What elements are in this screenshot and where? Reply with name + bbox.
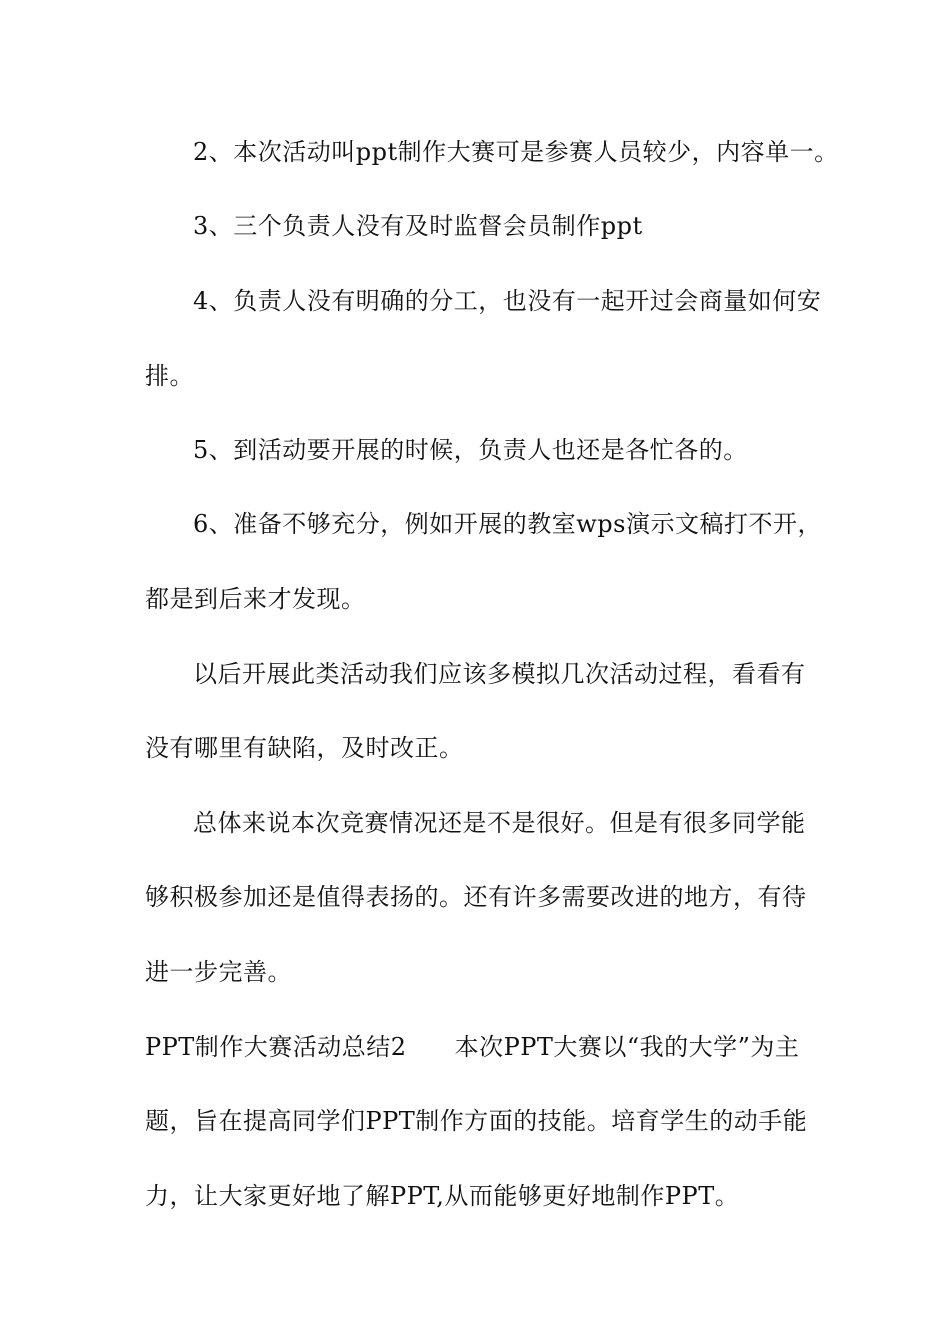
paragraph-line: 4、负责人没有明确的分工，也没有一起开过会商量如何安 <box>193 287 822 315</box>
paragraph-line: 排。 <box>145 362 194 390</box>
paragraph-line: 6、准备不够充分，例如开展的教室wps演示文稿打不开， <box>193 510 822 538</box>
paragraph-line: 2、本次活动叫ppt制作大赛可是参赛人员较少，内容单一。 <box>193 138 839 166</box>
paragraph-line: 力，让大家更好地了解PPT,从而能够更好地制作PPT。 <box>145 1182 740 1210</box>
paragraph-line: 3、三个负责人没有及时监督会员制作ppt <box>193 212 643 240</box>
paragraph-line: 以后开展此类活动我们应该多模拟几次活动过程，看看有 <box>193 660 806 688</box>
paragraph-line: 都是到后来才发现。 <box>145 585 366 613</box>
section-heading-line <box>145 1032 799 1062</box>
paragraph-line: 5、到活动要开展的时候，负责人也还是各忙各的。 <box>193 436 748 464</box>
paragraph-line: 够积极参加还是值得表扬的。还有许多需要改进的地方，有待 <box>145 883 807 911</box>
paragraph-line: 总体来说本次竞赛情况还是不是很好。但是有很多同学能 <box>193 809 806 837</box>
section-text: 本次PPT大赛以“我的大学”为主 <box>454 1033 800 1061</box>
section-title: PPT制作大赛活动总结2 <box>145 1033 407 1061</box>
paragraph-line: 进一步完善。 <box>145 958 292 986</box>
paragraph-line: 没有哪里有缺陷，及时改正。 <box>145 734 464 762</box>
paragraph-line: 题，旨在提高同学们PPT制作方面的技能。培育学生的动手能 <box>145 1107 808 1135</box>
